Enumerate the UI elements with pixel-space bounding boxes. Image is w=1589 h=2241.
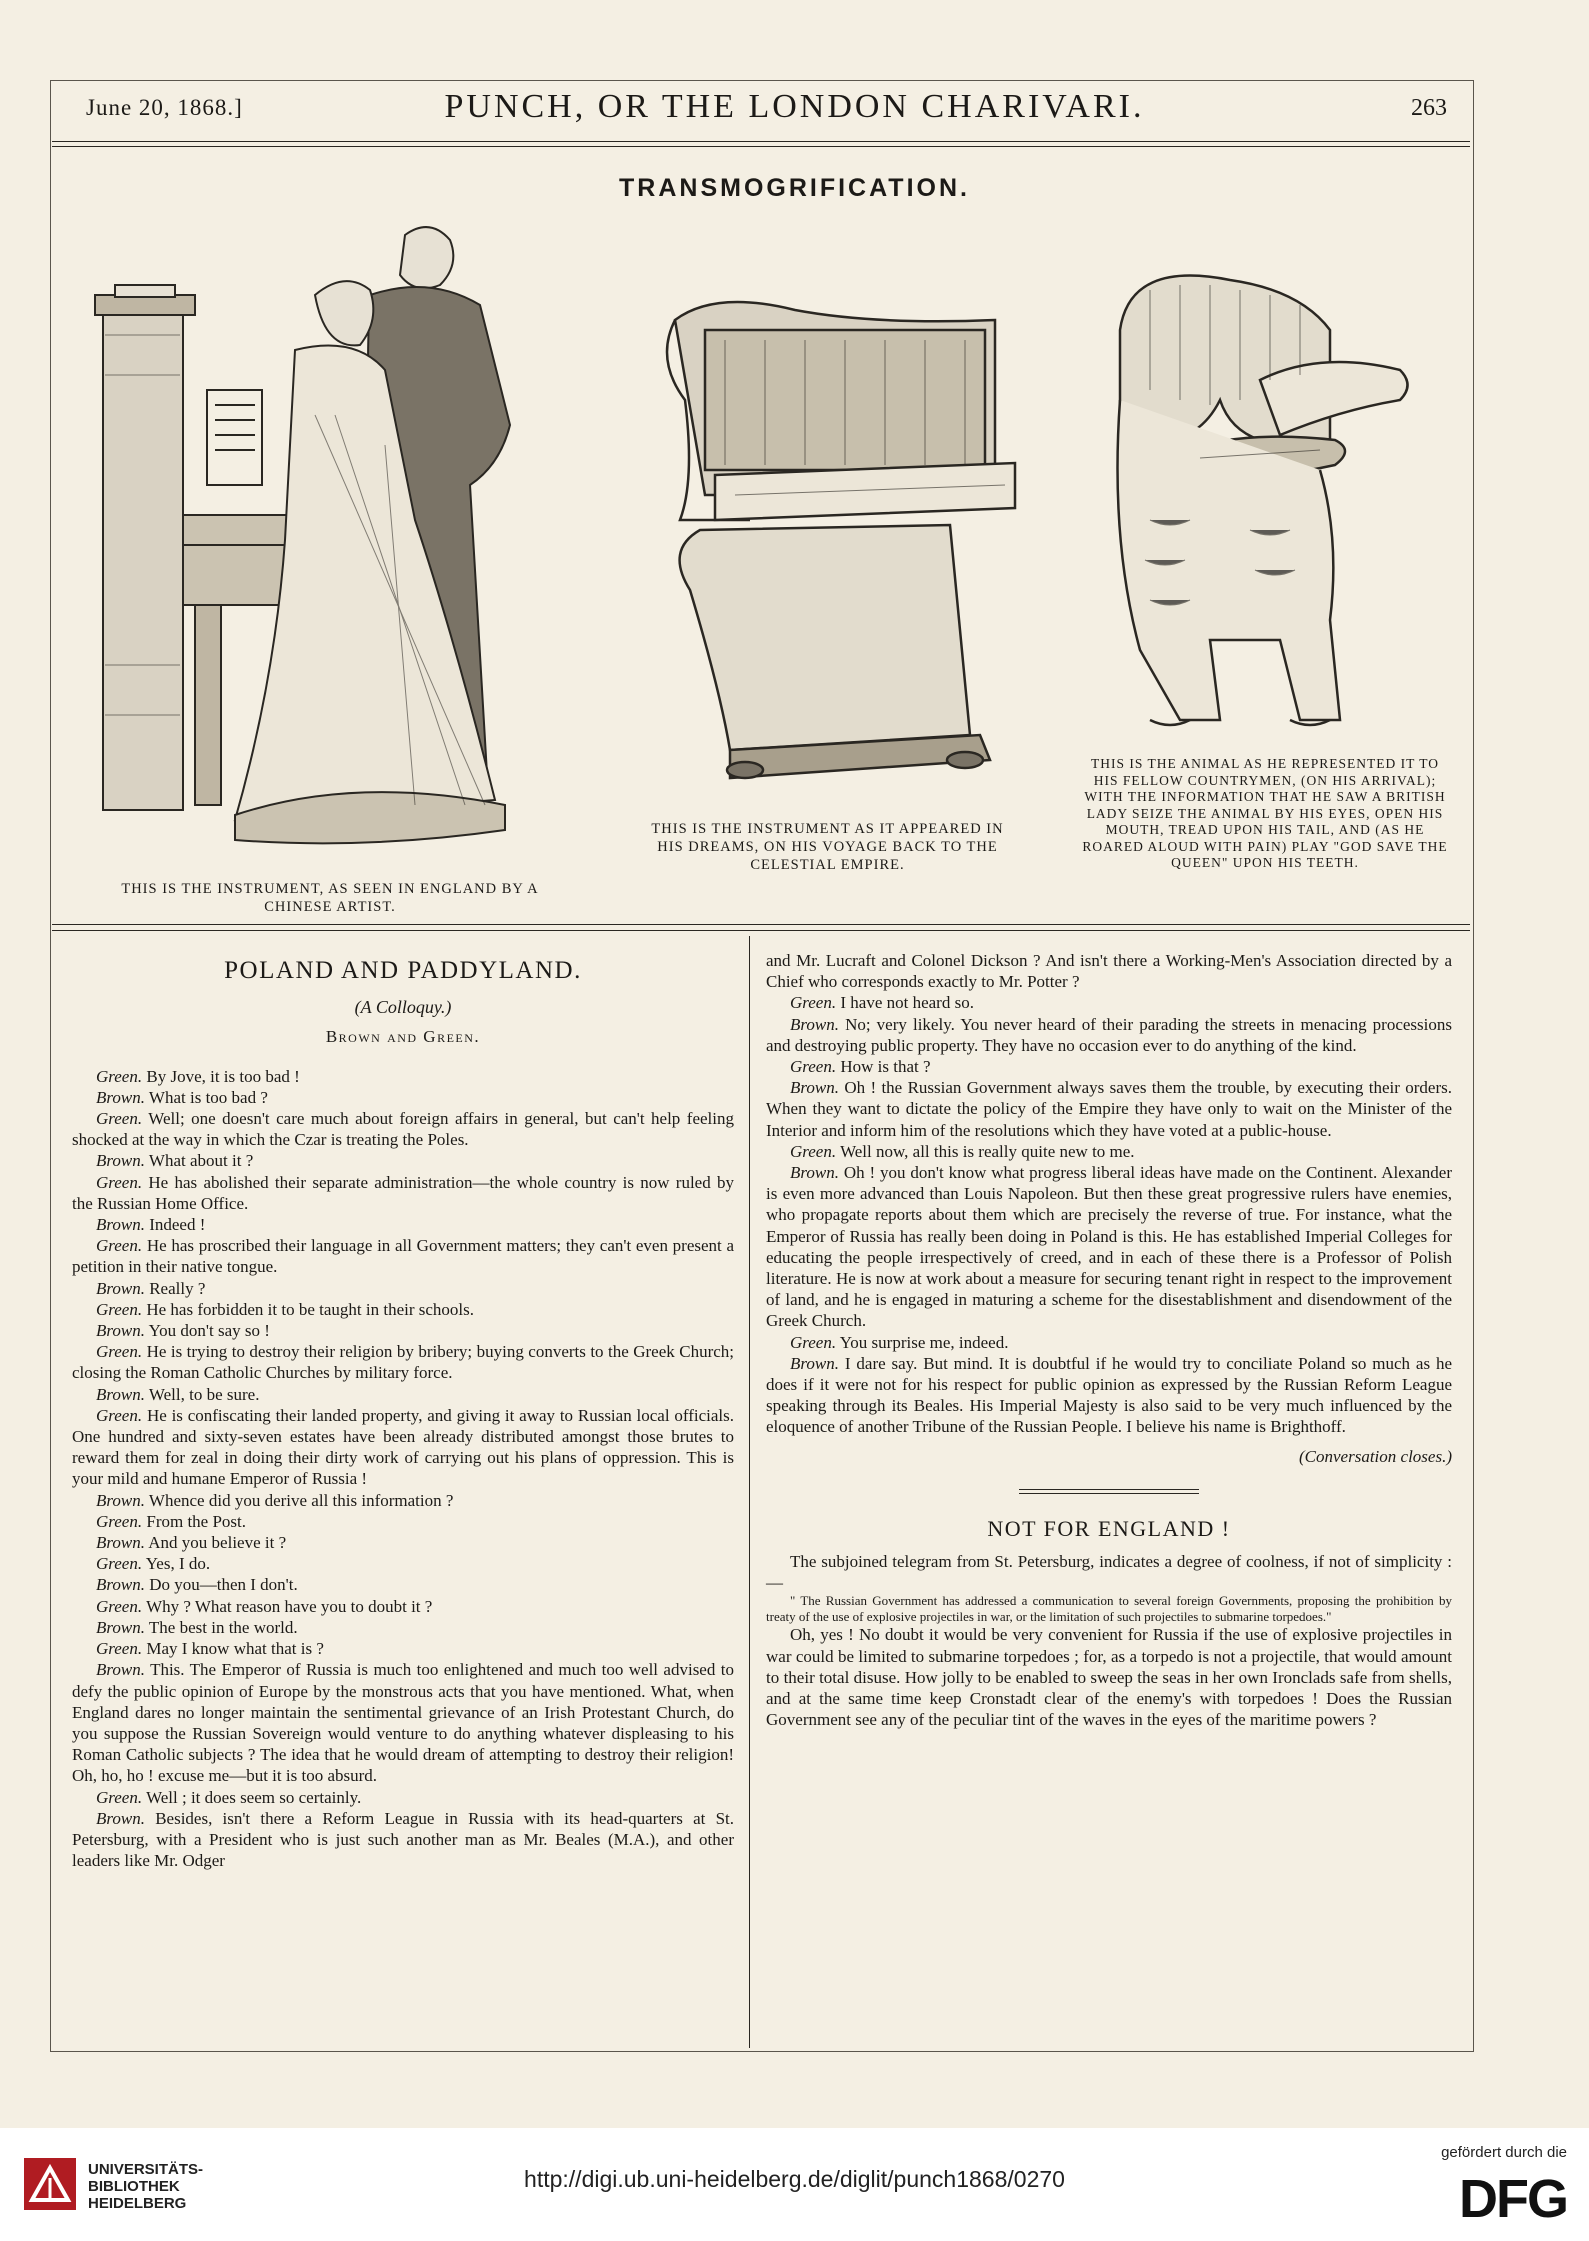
dialogue-line — [72, 1511, 734, 1532]
speaker-name: Green. — [96, 1787, 143, 1807]
speech-text: You surprise me, indeed. — [839, 1332, 1009, 1352]
article-poland-column-2 — [766, 950, 1452, 1731]
dialogue-line — [72, 1150, 734, 1171]
dialogue-line — [766, 1353, 1452, 1438]
speech-text: Yes, I do. — [145, 1554, 211, 1574]
speaker-name: Brown. — [96, 1617, 145, 1637]
speaker-name: Green. — [96, 1639, 143, 1659]
speaker-name: Brown. — [96, 1151, 145, 1171]
dialogue-line — [72, 1490, 734, 1511]
speaker-name: Brown. — [96, 1321, 145, 1341]
speech-text: What is too bad ? — [148, 1087, 268, 1107]
speech-text: He has abolished their separate administration—the whole country is now ruled by the Russian Home Office. — [72, 1172, 735, 1213]
dialogue-line — [766, 950, 1452, 992]
speaker-name: Brown. — [96, 1808, 145, 1828]
speaker-name: Green. — [96, 1236, 143, 1256]
dialogue-line — [72, 1659, 734, 1786]
speech-text: Really ? — [149, 1278, 206, 1298]
speech-text: Well ; it does seem so certainly. — [146, 1787, 362, 1807]
caption-chinese-artist: THIS IS THE INSTRUMENT, AS SEEN IN ENGLAND BY A CHINESE ARTIST. — [121, 881, 539, 915]
dialogue-line — [766, 1332, 1452, 1353]
speaker-name: Brown. — [96, 1278, 145, 1298]
dialogue-column-2 — [766, 950, 1452, 1438]
article-england-title: NOT FOR ENGLAND ! — [987, 1515, 1231, 1541]
speaker-name: Brown. — [96, 1215, 145, 1235]
dialogue-line — [72, 1553, 734, 1574]
speech-text: Well, to be sure. — [148, 1384, 260, 1404]
dialogue-line — [72, 1808, 734, 1872]
library-line-3: HEIDELBERG — [88, 2195, 187, 2212]
speaker-name: Brown. — [96, 1660, 145, 1680]
dialogue-line — [72, 1574, 734, 1595]
dialogue-line — [72, 1638, 734, 1659]
speaker-name: Brown. — [790, 1163, 839, 1183]
speech-text: He is confiscating their landed property, and giving it away to Russian local officials. One hundred and sixty-seven estates have been already distributed amongst those brutes to reward them for zeal in doing their dirty work of carrying out his plans of oppression. This is your mild and humane Emperor of Russia ! — [72, 1405, 735, 1489]
dialogue-line — [72, 1299, 734, 1320]
header-rule — [52, 141, 1470, 142]
cartoon-title: TRANSMOGRIFICATION. — [619, 174, 970, 202]
speech-text: I have not heard so. — [840, 993, 974, 1013]
speech-text: What about it ? — [148, 1151, 254, 1171]
dfg-logo: DFG — [1459, 2169, 1567, 2229]
caption-dream: THIS IS THE INSTRUMENT AS IT APPEARED IN HIS DREAMS, ON HIS VOYAGE BACK TO THE CELESTIAL EMPIRE. — [651, 821, 1004, 873]
speech-text: Oh ! you don't know what progress liberal ideas have made on the Continent. Alexander is even more advanced than Louis Napoleon. But then these great progressive rulers have enemies, who propagate reports about them which are precisely the reverse of true. For instance, what the Emperor of Russia has really been doing in Poland is this. He has established Imperial Colleges for educating the people irrespectively of creed, and in each of these there is a Professor of Polish literature. He is now at work about a measure for securing tenant right in respect to the improvement of land, and he is engaged in maturing a scheme for the disestablishment and disendowment of the Greek Church. — [766, 1163, 1453, 1331]
article-poland-column-1 — [72, 957, 735, 1871]
library-line-2: BIBLIOTHEK — [88, 2178, 180, 2195]
dialogue-line — [72, 1172, 734, 1214]
speech-text: He is trying to destroy their religion by bribery; buying converts to the Greek Church; closing the Roman Catholic Churches by military force. — [72, 1342, 735, 1383]
dialogue-line — [766, 1056, 1452, 1077]
caption-animal: THIS IS THE ANIMAL AS HE REPRESENTED IT TO HIS FELLOW COUNTRYMEN, (ON HIS ARRIVAL); WITH THE INFORMATION THAT HE SAW A BRITISH LADY SEIZE THE ANIMAL BY HIS EYES, OPEN HIS MOUTH, TREAD UPON HIS TAIL, AND (AS HE ROARED ALOUD WITH PAIN) PLAY "GOD SAVE THE QUEEN" UPON HIS TEETH. — [1082, 756, 1448, 870]
dialogue-column-1 — [72, 1066, 734, 1872]
speaker-name: Green. — [96, 1554, 143, 1574]
section-rule-thin — [52, 930, 1470, 931]
speech-text: And you believe it ? — [148, 1533, 287, 1553]
article-separator — [1019, 1489, 1199, 1494]
speech-text: Oh ! the Russian Government always saves them the trouble, by executing their orders. When they want to dictate the policy of the Empire they have only to wait on the Minister of the Interior and inform him of the resolutions which they have voted at a public-house. — [766, 1078, 1453, 1140]
article-england-intro: The subjoined telegram from St. Petersburg, indicates a degree of coolness, if not of simplicity :— — [766, 1552, 1452, 1593]
speech-text: He has forbidden it to be taught in their schools. — [146, 1299, 475, 1319]
speaker-name: Green. — [96, 1511, 143, 1531]
speech-text: and Mr. Lucraft and Colonel Dickson ? And isn't there a Working-Men's Association directed by a Chief who corresponds exactly to Mr. Potter ? — [766, 951, 1452, 992]
dialogue-line — [72, 1278, 734, 1299]
speaker-name: Brown. — [96, 1087, 145, 1107]
speech-text: How is that ? — [840, 1057, 931, 1077]
speech-text: Besides, isn't there a Reform League in Russia with its head-quarters at St. Petersburg, with a President who is just such another man as Mr. Beales (M.A.), and other leaders like Mr. Odger — [72, 1808, 735, 1871]
dialogue-line — [72, 1405, 734, 1490]
dialogue-line — [72, 1087, 734, 1108]
dialogue-line — [766, 1077, 1452, 1141]
speech-text: No; very likely. You never heard of their parading the streets in menacing processions and destroying public property. They have no occasion ever to do anything of the kind. — [766, 1014, 1453, 1055]
speech-text: He has proscribed their language in all Government matters; they can't even present a petition in their native tongue. — [72, 1236, 734, 1277]
speech-text: By Jove, it is too bad ! — [146, 1066, 300, 1086]
speech-text: Indeed ! — [149, 1215, 206, 1235]
header-title: PUNCH, OR THE LONDON CHARIVARI. — [444, 88, 1145, 125]
speech-text: The best in the world. — [148, 1617, 298, 1637]
speaker-name: Green. — [790, 1332, 837, 1352]
article-poland-subtitle: (A Colloquy.) — [354, 997, 452, 1018]
speaker-name: Green. — [96, 1596, 143, 1616]
speech-text: Whence did you derive all this information ? — [148, 1490, 454, 1510]
viewer-footer — [0, 2128, 1589, 2241]
speech-text: I dare say. But mind. It is doubtful if he would try to conciliate Poland so much as he does if it were not for his respect for public opinion as expressed by the Russian Reform League speaking through its Beales. His Imperial Majesty is also said to be very much influenced by the eloquence of another Tribune of the Russian People. I believe his name is Brighthoff. — [766, 1353, 1453, 1437]
dialogue-line — [72, 1320, 734, 1341]
dialogue-line — [766, 992, 1452, 1013]
speech-text: From the Post. — [146, 1511, 247, 1531]
speaker-name: Green. — [96, 1299, 143, 1319]
speaker-name: Green. — [96, 1066, 143, 1086]
header-date: June 20, 1868.] — [86, 95, 243, 120]
speaker-name: Brown. — [96, 1384, 145, 1404]
article-england-body: Oh, yes ! No doubt it would be very convenient for Russia if the use of explosive projectiles in war could be limited to submarine torpedoes ; for, as a torpedo is not a projectile, that would amount to their total disuse. How jolly to be enabled to sweep the seas in her own Ironclads safe from shells, and at the same time keep Cronstadt clear of the enemy's with torpedoes ! Does the Russian Government see any of the peculiar tint of the waves in the eyes of the maritime powers ? — [766, 1625, 1452, 1730]
page-number: 263 — [1411, 95, 1447, 121]
speech-text: May I know what that is ? — [146, 1639, 324, 1659]
dialogue-line — [72, 1066, 734, 1087]
speaker-name: Brown. — [790, 1078, 839, 1098]
speaker-name: Brown. — [790, 1014, 839, 1034]
dream-instrument-illustration — [645, 300, 1025, 780]
dialogue-line — [72, 1617, 734, 1638]
conversation-closes: (Conversation closes.) — [1299, 1446, 1452, 1466]
speech-text: Why ? What reason have you to doubt it ? — [146, 1596, 433, 1616]
speech-text: You don't say so ! — [148, 1321, 270, 1341]
article-poland-title: POLAND AND PADDYLAND. — [224, 957, 582, 984]
library-line-1: UNIVERSITÄTS- — [88, 2161, 204, 2178]
dialogue-line — [72, 1235, 734, 1277]
dialogue-line — [72, 1787, 734, 1808]
dialogue-line — [766, 1141, 1452, 1162]
dialogue-line — [72, 1596, 734, 1617]
speaker-name: Green. — [790, 1057, 837, 1077]
piano-lady-illustration — [85, 215, 590, 875]
speaker-name: Green. — [96, 1342, 143, 1362]
dialogue-line — [72, 1108, 734, 1150]
speaker-name: Brown. — [96, 1490, 145, 1510]
dialogue-line — [72, 1341, 734, 1383]
dialogue-line — [766, 1162, 1452, 1332]
speech-text: Well; one doesn't care much about foreign affairs in general, but can't help feeling shocked at the way in which the Czar is treating the Poles. — [72, 1109, 734, 1150]
speech-text: This. The Emperor of Russia is much too enlightened and much too well advised to defy the public opinion of Europe by the monstrous acts that you have mentioned. What, when England dares no longer maintain the sentimental grievance of an Irish Protestant Church, do you suppose the Russian Sovereign would venture to do anything whatever displeasing to his Roman Catholic subjects ? The idea that he would dream of attempting to destroy their religion! Oh, ho, ho ! excuse me—but it is too absurd. — [72, 1660, 734, 1786]
speech-text: Do you—then I don't. — [149, 1575, 298, 1595]
speaker-name: Green. — [790, 1141, 837, 1161]
speech-text: Well now, all this is really quite new to me. — [840, 1141, 1135, 1161]
speaker-name: Green. — [96, 1109, 143, 1129]
animal-illustration — [1090, 270, 1440, 740]
telegram-quote: " The Russian Government has addressed a communication to several foreign Governments, proposing the prohibition by treaty of the use of explosive projectiles in war, or the limitation of such projectiles to submarine torpedoes." — [766, 1593, 1452, 1624]
dialogue-line — [72, 1214, 734, 1235]
header-rule-thin — [52, 146, 1470, 147]
speaker-name: Brown. — [96, 1533, 145, 1553]
dialogue-line — [72, 1384, 734, 1405]
dialogue-line — [766, 1014, 1452, 1056]
speaker-name: Green. — [790, 993, 837, 1013]
speaker-name: Green. — [96, 1405, 143, 1425]
column-divider — [749, 936, 750, 2048]
speaker-name: Brown. — [790, 1353, 839, 1373]
section-rule — [52, 924, 1470, 925]
speaker-name: Brown. — [96, 1575, 145, 1595]
article-poland-speakers: Brown and Green. — [325, 1027, 481, 1047]
funder-caption: gefördert durch die — [1441, 2144, 1567, 2161]
permalink-url[interactable]: http://digi.ub.uni-heidelberg.de/diglit/punch1868/0270 — [524, 2166, 1065, 2192]
dialogue-line — [72, 1532, 734, 1553]
speaker-name: Green. — [96, 1172, 143, 1192]
